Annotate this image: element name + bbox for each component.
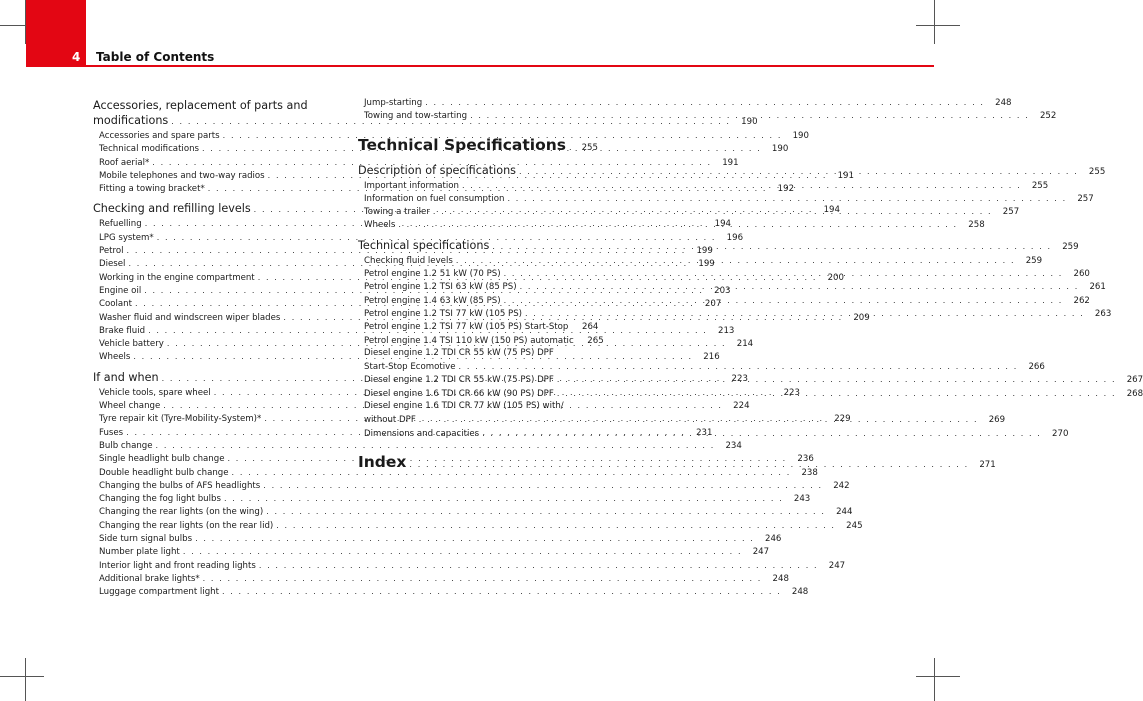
toc-entry-title: Washer fluid and windscreen wiper blades [99, 312, 281, 323]
toc-entry-title: Diesel engine 1.2 TDI CR 55 kW (75 PS) DPF [364, 375, 554, 386]
toc-leader-dots [504, 294, 1063, 307]
toc-entry-title: Refuelling [99, 219, 142, 230]
toc-entry[interactable] [93, 466, 818, 479]
toc-page-number: 248 [791, 587, 809, 598]
toc-page-number: 247 [828, 560, 846, 571]
toc-entry-title: Changing the rear lights (on the wing) [99, 507, 264, 518]
toc-entry-title: Fitting a towing bracket* [99, 184, 205, 195]
toc-entry[interactable] [93, 156, 739, 169]
toc-page-number: 264 [581, 322, 599, 333]
toc-page-number: 271 [979, 459, 996, 470]
toc-page-number: 244 [836, 507, 853, 518]
toc-leader-dots [459, 360, 1018, 373]
toc-page-number: 190 [792, 131, 809, 141]
toc-page-number: 259 [1062, 241, 1079, 252]
page-number: 4 [72, 50, 81, 64]
toc-leader-dots [266, 505, 825, 518]
toc-page-number: 236 [797, 454, 814, 465]
toc-page-number: 234 [725, 440, 742, 451]
toc-leader-dots [569, 136, 571, 160]
toc-page-number: 255 [581, 142, 598, 153]
toc-entry-title: Technical modifications [99, 144, 200, 155]
crop-mark [934, 658, 935, 701]
toc-page-number: 192 [777, 184, 795, 195]
toc-page-number: 191 [837, 170, 854, 181]
toc-page-number: 191 [722, 157, 739, 168]
toc-entry-title: Diesel [99, 259, 126, 270]
toc-page-number: 243 [793, 494, 811, 505]
toc-page-number: 224 [733, 401, 750, 412]
toc-entry[interactable] [358, 320, 598, 333]
toc-entry[interactable] [93, 505, 853, 518]
toc-entry-title: Towing a trailer [364, 207, 430, 218]
toc-leader-dots [520, 280, 1079, 293]
toc-entry-title: Petrol engine 1.2 51 kW (70 PS) [364, 269, 501, 280]
toc-entry-title: Vehicle tools, spare wheel [99, 387, 211, 398]
toc-page-number: 213 [718, 325, 735, 336]
crop-mark [934, 0, 935, 44]
toc-entry-title: Index [358, 452, 407, 471]
toc-leader-dots [203, 572, 762, 585]
toc-entry-title: Petrol engine 1.2 TSI 77 kW (105 PS) Start-Stop [364, 322, 569, 333]
toc-entry-title: Single headlight bulb change [99, 454, 225, 465]
toc-leader-dots [504, 267, 1063, 280]
toc-entry-title: Petrol engine 1.4 TSI 110 kW (150 PS) automatic [364, 335, 574, 346]
toc-leader-dots [409, 453, 968, 477]
toc-entry-title: Roof aerial* [99, 157, 150, 168]
toc-entry-title: Information on fuel consumption [364, 193, 505, 204]
toc-entry-title: Accessories, replacement of parts and [93, 99, 308, 112]
toc-page-number: 257 [1002, 207, 1020, 218]
toc-entry-title: Wheels [99, 352, 131, 363]
toc-leader-dots [557, 387, 1116, 400]
toc-entry[interactable] [93, 492, 811, 505]
toc-page-number: 194 [714, 219, 732, 230]
toc-entry-title: Tyre repair kit (Tyre-Mobility-System)* [99, 414, 262, 425]
toc-entry-title: Wheels [364, 220, 396, 231]
toc-entry-title: Important information [364, 180, 459, 191]
toc-page-number: 229 [834, 414, 851, 425]
toc-page-number: 200 [827, 272, 844, 283]
toc-page-number: 247 [752, 547, 770, 558]
toc-page-number: 258 [968, 220, 985, 231]
toc-entry-title: Luggage compartment light [99, 587, 219, 598]
toc-page-number: 242 [833, 480, 850, 491]
toc-page-number: 245 [846, 520, 863, 531]
crop-mark [916, 676, 960, 677]
toc-leader-dots [456, 254, 1015, 267]
toc-leader-dots [470, 109, 1029, 122]
toc-entry-title: Mobile telephones and two-way radios [99, 170, 265, 181]
toc-entry-title: Coolant [99, 299, 132, 310]
toc-leader-dots [276, 519, 835, 532]
toc-entry-title: Additional brake lights* [99, 573, 200, 584]
toc-entry[interactable] [358, 96, 1012, 109]
toc-page-number: 270 [1052, 428, 1069, 439]
toc-entry-title: Vehicle battery [99, 339, 164, 350]
toc-entry-title: Technical specifications [358, 238, 490, 252]
toc-page-number: 248 [772, 573, 789, 584]
toc-entry-title: If and when [93, 370, 159, 384]
toc-entry-title: Petrol engine 1.2 TSI 63 kW (85 PS) [364, 282, 517, 293]
toc-entry-title: Accessories and spare parts [99, 131, 220, 141]
toc-page-number: 203 [714, 285, 731, 296]
toc-leader-dots [263, 479, 822, 492]
toc-leader-dots [425, 96, 984, 109]
toc-entry-title: Jump-starting [364, 98, 423, 108]
crop-mark [916, 25, 960, 26]
toc-page-number: 255 [1088, 166, 1106, 177]
toc-entry-title: Side turn signal bulbs [99, 534, 193, 545]
toc-page-number: 261 [1089, 282, 1106, 293]
page-title: Table of Contents [96, 50, 215, 64]
toc-page-number: 252 [1039, 111, 1057, 122]
toc-entry[interactable] [93, 585, 809, 598]
toc-page-number: 223 [731, 373, 748, 384]
toc-entry[interactable] [93, 572, 789, 585]
toc-leader-dots [433, 205, 992, 218]
toc-leader-dots [224, 492, 783, 505]
toc-entry-title: Brake fluid [99, 325, 146, 336]
toc-entry-title: without DPF [364, 415, 416, 426]
toc-entry[interactable] [358, 334, 604, 347]
toc-page-number: 231 [696, 427, 713, 438]
toc-leader-dots [525, 307, 1084, 320]
toc-entry-title: Bulb change [99, 440, 153, 451]
toc-page-number: 238 [801, 467, 818, 478]
toc-entry-title: Working in the engine compartment [99, 272, 255, 283]
toc-page-number: 194 [823, 205, 840, 216]
toc-page-number: 214 [736, 339, 754, 350]
toc-leader-dots [519, 164, 1078, 180]
toc-entry[interactable] [358, 133, 598, 157]
toc-page-number: 207 [704, 299, 722, 310]
toc-leader-dots [507, 192, 1066, 205]
toc-entry[interactable] [358, 192, 1094, 205]
toc-entry-title: Towing and tow-starting [364, 111, 468, 122]
toc-page-number: 259 [1025, 255, 1043, 266]
toc-entry-title: Description of specifications [358, 163, 516, 177]
toc-leader-dots [398, 218, 957, 231]
toc-entry-title: LPG system* [99, 232, 154, 243]
toc-page-number: 255 [1031, 180, 1049, 191]
toc-page-number: 265 [587, 335, 604, 346]
crop-mark [0, 676, 44, 677]
toc-entry-title: Diesel engine 1.2 TDI CR 55 kW (75 PS) DPF [364, 347, 554, 358]
toc-entry-title: Start-Stop Ecomotive [364, 362, 456, 373]
toc-entry-title: Changing the bulbs of AFS headlights [99, 480, 261, 491]
crop-mark [25, 658, 26, 701]
toc-page-number: 248 [995, 98, 1012, 108]
toc-entry-title: Dimensions and capacities [364, 428, 480, 439]
toc-page-number: 267 [1126, 375, 1143, 386]
toc-entry-title: modifications [93, 114, 169, 127]
toc-entry-title: Changing the rear lights (on the rear lid) [99, 520, 274, 531]
toc-entry-title: Changing the fog light bulbs [99, 494, 221, 505]
toc-entry[interactable] [93, 559, 846, 572]
toc-entry[interactable] [93, 519, 863, 532]
toc-page-number: 262 [1073, 295, 1090, 306]
toc-leader-dots [195, 532, 754, 545]
toc-page-number: 199 [698, 259, 715, 270]
toc-page-number: 199 [696, 246, 713, 257]
toc-page-number: 246 [764, 534, 782, 545]
toc-leader-dots [222, 585, 781, 598]
toc-entry[interactable] [93, 129, 809, 142]
toc-entry-title: Checking fluid levels [364, 255, 453, 266]
toc-entry[interactable] [93, 532, 782, 545]
toc-entry[interactable] [93, 479, 850, 492]
toc-leader-dots [557, 373, 1116, 386]
toc-entry-title: Technical Specifications [358, 135, 566, 154]
toc-page-number: 260 [1073, 269, 1090, 280]
toc-entry[interactable] [358, 360, 1045, 373]
toc-page-number: 268 [1126, 388, 1143, 399]
toc-page-number: 216 [703, 352, 720, 363]
toc-leader-dots [492, 239, 1051, 255]
toc-page-number: 190 [741, 117, 758, 127]
toc-entry-title: Checking and refilling levels [93, 202, 251, 216]
toc-entry-title: Interior light and front reading lights [99, 560, 256, 571]
toc-entry-title: Petrol engine 1.2 TSI 77 kW (105 PS) [364, 308, 523, 319]
toc-entry-title: Engine oil [99, 285, 142, 296]
toc-entry-title: Fuses [99, 427, 124, 438]
toc-leader-dots [183, 545, 742, 558]
toc-entry-title: Petrol engine 1.4 63 kW (85 PS) [364, 295, 501, 306]
toc-entry[interactable] [93, 545, 770, 558]
toc-page-number: 257 [1077, 193, 1094, 204]
toc-entry-title: Number plate light [99, 547, 180, 558]
toc-page-number: 269 [988, 415, 1006, 426]
toc-entry-title: Wheel change [99, 401, 161, 412]
toc-leader-dots [419, 413, 978, 426]
toc-entry-title: Double headlight bulb change [99, 467, 229, 478]
toc-leader-dots [259, 559, 818, 572]
toc-entry[interactable] [93, 231, 744, 244]
toc-leader-dots [482, 427, 1041, 440]
toc-page-number: 190 [771, 144, 789, 155]
toc-page-number: 266 [1028, 362, 1045, 373]
toc-entry-title: Diesel engine 1.6 TDI CR 66 kW (90 PS) DPF [364, 388, 554, 399]
toc-entry-title: Petrol [99, 246, 124, 257]
toc-page-number: 196 [726, 232, 744, 243]
header-rule [86, 65, 934, 67]
toc-entry-title: Diesel engine 1.6 TDI CR 77 kW (105 PS) with/ [364, 401, 564, 412]
toc-page-number: 223 [783, 387, 800, 398]
toc-page-number: 209 [853, 312, 870, 323]
toc-page-number: 263 [1094, 308, 1112, 319]
toc-leader-dots [462, 179, 1021, 192]
toc-entry[interactable] [93, 439, 742, 452]
